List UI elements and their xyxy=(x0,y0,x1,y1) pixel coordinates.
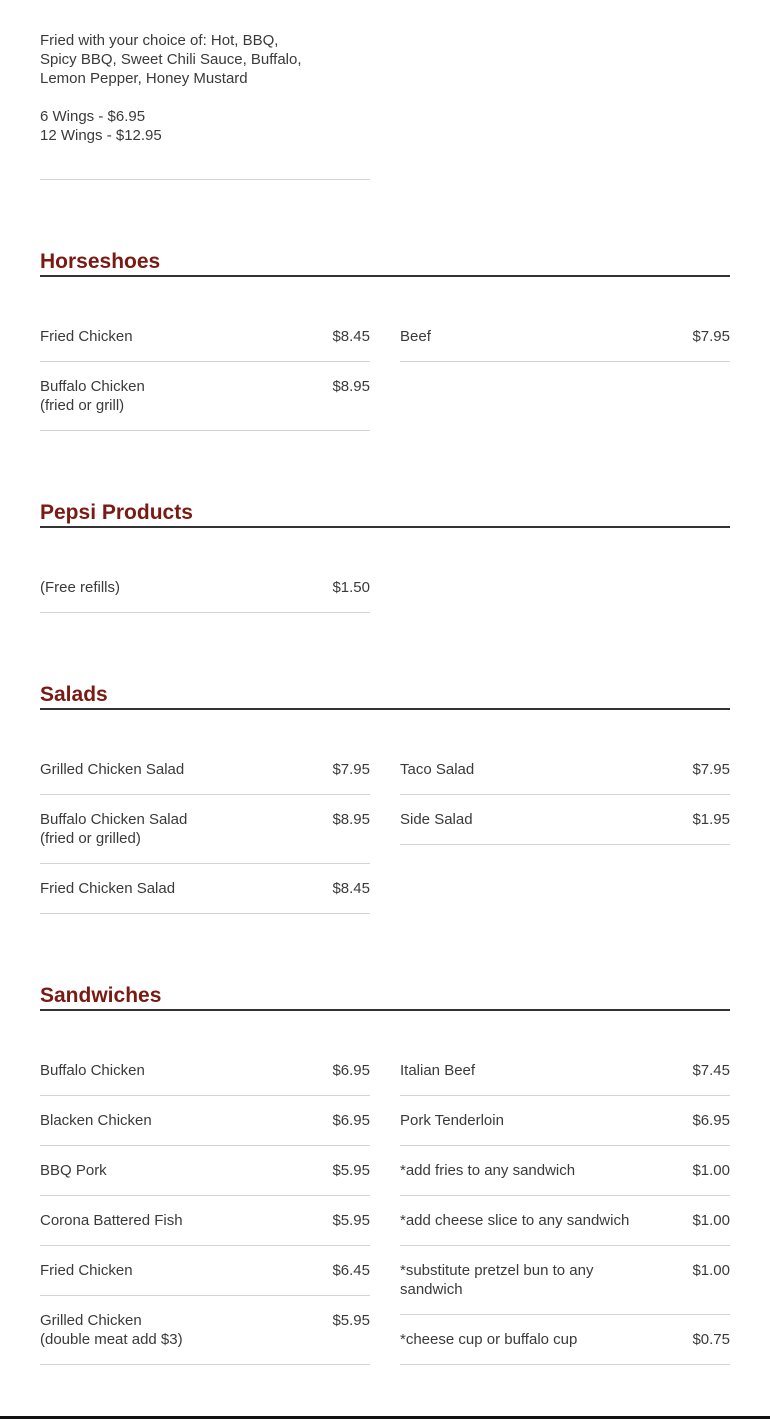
menu-item-name: Buffalo Chicken xyxy=(40,1062,145,1079)
menu-item-name: Side Salad xyxy=(400,811,473,828)
menu-item-price: $1.95 xyxy=(692,811,730,828)
wings-item xyxy=(40,31,310,145)
menu-item-divider xyxy=(400,844,730,845)
menu-item-name: *add fries to any sandwich xyxy=(400,1162,576,1179)
menu-item-price: $6.45 xyxy=(332,1262,370,1279)
menu-item-price: $0.75 xyxy=(692,1331,730,1348)
menu-item-price: $8.45 xyxy=(332,328,370,345)
wings-divider xyxy=(40,179,370,180)
menu-item-name: Fried Chicken xyxy=(40,328,133,345)
menu-item xyxy=(400,1261,730,1299)
menu-item-price: $6.95 xyxy=(692,1112,730,1129)
menu-item-price: $8.95 xyxy=(332,811,370,828)
menu-item-name: Pork Tenderloin xyxy=(400,1112,504,1129)
menu-item xyxy=(400,760,730,779)
section-title-pepsi: Pepsi Products xyxy=(40,501,193,524)
menu-item-price: $7.95 xyxy=(332,761,370,778)
menu-item xyxy=(40,377,370,415)
menu-item xyxy=(400,1161,730,1180)
menu-item xyxy=(40,879,370,898)
menu-item-price: $8.45 xyxy=(332,880,370,897)
menu-item-divider xyxy=(40,612,370,613)
wings-price-6: 6 Wings - $6.95 xyxy=(40,108,146,125)
menu-item-name: Buffalo Chicken (fried or grill) xyxy=(40,378,145,414)
menu-item xyxy=(40,1111,370,1130)
menu-item-name: Corona Battered Fish xyxy=(40,1212,183,1229)
section-rule-horseshoes xyxy=(40,275,730,277)
menu-item xyxy=(400,1211,730,1230)
menu-item-divider xyxy=(400,794,730,795)
menu-item-price: $7.95 xyxy=(692,761,730,778)
menu-item xyxy=(40,810,370,848)
menu-item-name: Grilled Chicken (double meat add $3) xyxy=(40,1312,183,1348)
menu-item-divider xyxy=(400,1095,730,1096)
menu-item-divider xyxy=(40,1195,370,1196)
section-rule-salads xyxy=(40,708,730,710)
menu-item-divider xyxy=(40,430,370,431)
menu-item-price: $7.45 xyxy=(692,1062,730,1079)
menu-item xyxy=(400,1111,730,1130)
menu-item-name: Grilled Chicken Salad xyxy=(40,761,185,778)
menu-item-name: Beef xyxy=(400,328,431,345)
menu-item-price: $5.95 xyxy=(332,1312,370,1329)
menu-item-name: Buffalo Chicken Salad (fried or grilled) xyxy=(40,811,188,847)
menu-item-price: $1.00 xyxy=(692,1212,730,1229)
menu-item-divider xyxy=(400,361,730,362)
menu-item xyxy=(400,1330,730,1349)
menu-item-name: *cheese cup or buffalo cup xyxy=(400,1331,578,1348)
menu-item-price: $8.95 xyxy=(332,378,370,395)
menu-item-price: $7.95 xyxy=(692,328,730,345)
section-rule-pepsi xyxy=(40,526,730,528)
menu-item-price: $1.50 xyxy=(332,579,370,596)
menu-item xyxy=(40,760,370,779)
menu-item-divider xyxy=(40,1095,370,1096)
section-rule-sandwiches xyxy=(40,1009,730,1011)
menu-item-divider xyxy=(40,1364,370,1365)
menu-item-name: Italian Beef xyxy=(400,1062,476,1079)
menu-item xyxy=(40,327,370,346)
menu-item xyxy=(40,1161,370,1180)
menu-item-name: Fried Chicken xyxy=(40,1262,133,1279)
menu-item-name: Taco Salad xyxy=(400,761,475,778)
menu-item-divider xyxy=(40,361,370,362)
menu-item-name: *substitute pretzel bun to any sandwich xyxy=(400,1262,594,1298)
menu-item-price: $6.95 xyxy=(332,1112,370,1129)
menu-item-divider xyxy=(40,913,370,914)
section-title-salads: Salads xyxy=(40,683,108,706)
menu-item-price: $1.00 xyxy=(692,1162,730,1179)
menu-item-name: BBQ Pork xyxy=(40,1162,107,1179)
section-title-sandwiches: Sandwiches xyxy=(40,984,162,1007)
menu-item-divider xyxy=(400,1245,730,1246)
menu-item-divider xyxy=(400,1145,730,1146)
menu-item-divider xyxy=(40,1295,370,1296)
menu-item xyxy=(40,1311,370,1349)
menu-item xyxy=(40,1261,370,1280)
menu-item-price: $6.95 xyxy=(332,1062,370,1079)
wings-description: Fried with your choice of: Hot, BBQ, Spicy BBQ, Sweet Chili Sauce, Buffalo, Lemon Pepper, Honey Mustard xyxy=(40,32,302,87)
menu-item xyxy=(40,1061,370,1080)
menu-item xyxy=(400,810,730,829)
menu-item-divider xyxy=(40,794,370,795)
menu-item-name: Fried Chicken Salad xyxy=(40,880,176,897)
menu-item-divider xyxy=(400,1314,730,1315)
menu-item-divider xyxy=(400,1364,730,1365)
menu-item xyxy=(40,1211,370,1230)
menu-item-name: (Free refills) xyxy=(40,579,121,596)
menu-item-name: *add cheese slice to any sandwich xyxy=(400,1212,630,1229)
section-title-horseshoes: Horseshoes xyxy=(40,250,161,273)
menu-item-divider xyxy=(40,1245,370,1246)
menu-item-price: $1.00 xyxy=(692,1262,730,1279)
menu-item-name: Blacken Chicken xyxy=(40,1112,152,1129)
menu-item-price: $5.95 xyxy=(332,1162,370,1179)
menu-item xyxy=(400,327,730,346)
menu-item-divider xyxy=(40,1145,370,1146)
wings-price-12: 12 Wings - $12.95 xyxy=(40,127,162,144)
menu-item-price: $5.95 xyxy=(332,1212,370,1229)
menu-item-divider xyxy=(400,1195,730,1196)
menu-item-divider xyxy=(40,863,370,864)
menu-item xyxy=(40,578,370,597)
menu-item xyxy=(400,1061,730,1080)
